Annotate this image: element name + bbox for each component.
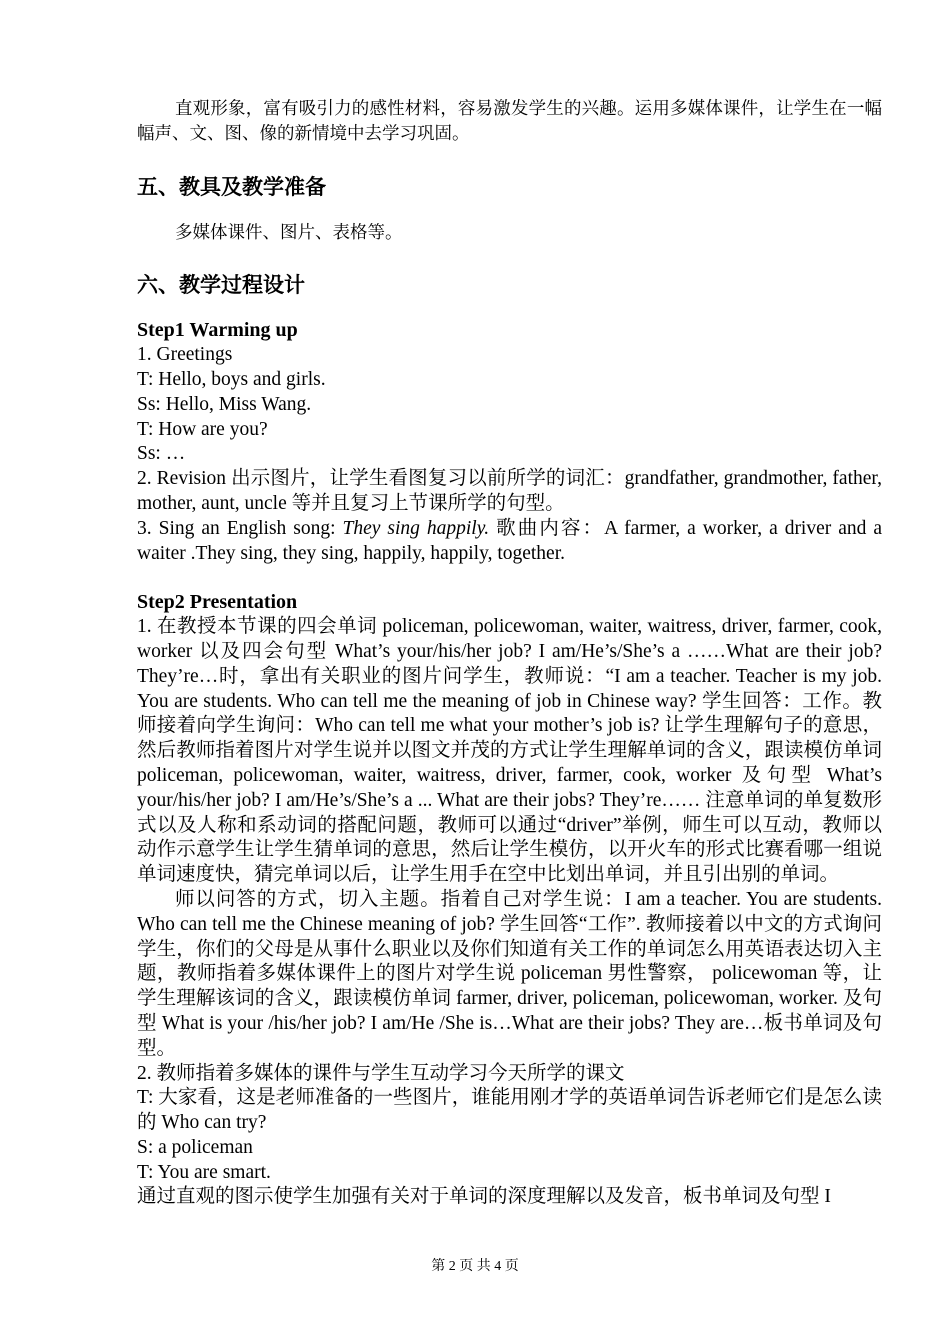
section5-body: 多媒体课件、图片、表格等。 [175,221,403,242]
step1-line: Ss: Hello, Miss Wang. [137,393,312,415]
song-title: They sing happily. [342,517,490,539]
page-footer: 第 2 页 共 4 页 [431,1259,519,1274]
song-prefix: 3. Sing an English song: [137,517,343,539]
step2-paragraph-5: S: a policeman [137,1136,253,1158]
step2-paragraph-6: T: You are smart. [137,1161,271,1183]
step2-paragraph-4: T: 大家看，这是老师准备的一些图片，谁能用刚才学的英语单词告诉老师它们是怎么读的 Who can try? [137,1087,882,1134]
step1-line: Ss: … [137,443,186,465]
step1-line: T: How are you? [137,418,268,440]
step1-line: 1. Greetings [137,344,233,366]
step1-line: T: Hello, boys and girls. [137,368,326,390]
document-page [137,96,882,1210]
step1-revision: 2. Revision 出示图片，让学生看图复习以前所学的词汇：grandfather, grandmother, father, mother, aunt, uncle 等并且复习上节课所学的句型。 [137,468,882,514]
step2-paragraph-1: 1. 在教授本节课的四会单词 policeman, policewoman, waiter, waitress, driver, farmer, cook, worker 以及四会句型 What’s your/his/her job? I am/He’s/She’s a ……What are their job? They’re…时，拿出有关职业的图片问学生，教师说：“I am a teacher. Teacher is my job. You are students. Who can tell me the meaning of job in Chinese way? 学生回答：工作。教师接着向学生询问：Who can tell me what your mother’s job is? 让学生理解句子的意思，然后教师指着图片对学生说并以图文并茂的方式让学生理解单词的含义，跟读模仿单词 policeman, policewoman, waiter, waitress, driver, farmer, cook, worker 及句型 What’s your/his/her job? I am/He’s/She’s a ... What are their jobs? They’re…… 注意单词的单复数形式以及人称和系动词的搭配问题，教师可以通过“driver”举例，师生可以互动，教师以动作示意学生让学生猜单词的意思，然后让学生模仿，以开火车的形式比赛看哪一组说单词速度快，猜完单词以后，让学生用手在空中比划出单词，并且引出别的单词。 [137,616,882,886]
intro-paragraph: 直观形象，富有吸引力的感性材料，容易激发学生的兴趣。运用多媒体课件，让学生在一幅幅声、文、图、像的新情境中去学习巩固。 [137,98,882,143]
step2-title: Step2 Presentation [137,591,298,614]
step2-paragraph-7: 通过直观的图示使学生加强有关对于单词的深度理解以及发音，板书单词及句型 I [137,1186,831,1208]
step2-paragraph-3: 2. 教师指着多媒体的课件与学生互动学习今天所学的课文 [137,1062,625,1084]
step2-paragraph-2: 师以问答的方式，切入主题。指着自己对学生说：I am a teacher. You are students. Who can tell me the Chinese meaning of job? 学生回答“工作”. 教师接着以中文的方式询问学生，你们的父母是从事什么职业以及你们知道有关工作的单词怎么用英语表达切入主题，教师指着多媒体课件上的图片对学生说 policeman 男性警察， policewoman 等，让学生理解该词的含义，跟读模仿单词 farmer, driver, policeman, policewoman, worker. 及句型 What is your /his/her job? I am/He /She is…What are their jobs? They are…板书单词及句型。 [137,888,882,1059]
song-suffix: 歌曲内容：A farmer, a worker, a driver and a waiter .They sing, they sing, happily, happily, together. [137,517,883,564]
section5-heading: 五、教具及教学准备 [137,174,326,199]
section6-heading: 六、教学过程设计 [137,273,305,298]
step1-song [137,517,882,567]
step1-title: Step1 Warming up [137,319,298,342]
